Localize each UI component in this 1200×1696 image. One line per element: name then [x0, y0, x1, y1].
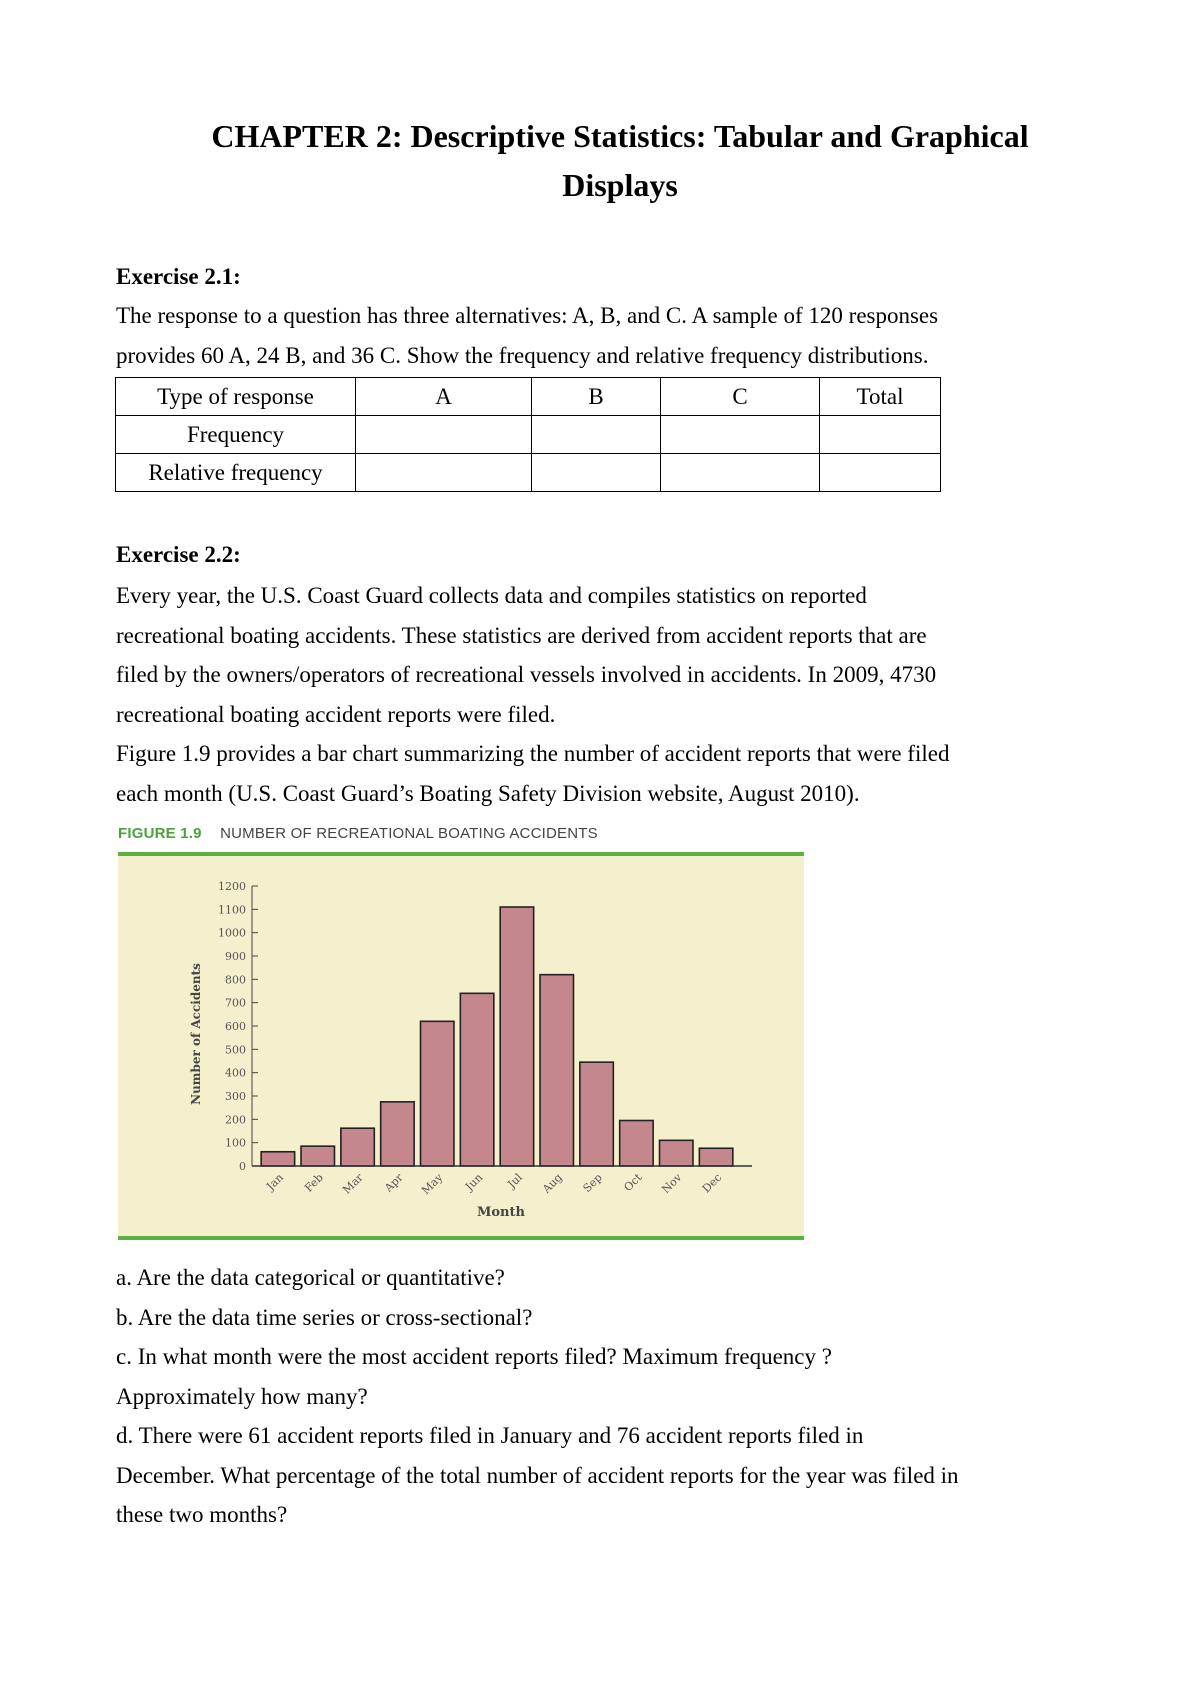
y-axis-title: Number of Accidents [189, 963, 203, 1105]
figure-title: NUMBER OF RECREATIONAL BOATING ACCIDENTS [220, 825, 598, 842]
exercise-1-line1: The response to a question has three alternatives: A, B, and C. A sample of 120 responses [116, 303, 939, 328]
table-cell[interactable] [356, 454, 532, 492]
bar-oct [620, 1121, 653, 1167]
exercise-2-line: each month (U.S. Coast Guard’s Boating Safety Division website, August 2010). [116, 780, 860, 806]
table-row-label: Relative frequency [116, 454, 356, 492]
table-header-cell: A [356, 378, 532, 416]
bar-jul [500, 907, 533, 1166]
exercise-2-line: Every year, the U.S. Coast Guard collects data and compiles statistics on reported [116, 583, 867, 608]
x-tick-label: May [419, 1170, 446, 1198]
x-tick-label: Feb [302, 1170, 326, 1195]
question-c: c. In what month were the most accident reports filed? Maximum frequency ? [116, 1344, 832, 1369]
table-cell[interactable] [661, 454, 820, 492]
y-tick-label: 800 [225, 973, 246, 987]
exercise-2-questions [116, 1258, 1106, 1535]
question-d-continued: these two months? [116, 1502, 288, 1527]
x-tick-label: Dec [699, 1170, 725, 1196]
table-header-cell: Type of response [116, 378, 356, 416]
exercise-2-text [116, 576, 1106, 813]
y-tick-label: 600 [225, 1020, 246, 1033]
bar-dec [699, 1148, 732, 1166]
bar-jan [261, 1152, 294, 1166]
table-cell[interactable] [532, 416, 661, 454]
table-cell[interactable] [356, 416, 532, 454]
x-tick-label: Aug [540, 1170, 565, 1196]
exercise-2-line: recreational boating accident reports were filed. [116, 701, 556, 727]
table-row [116, 454, 941, 492]
bar-may [421, 1021, 454, 1166]
figure-caption [118, 825, 598, 842]
table-cell[interactable] [661, 416, 820, 454]
y-tick-label: 100 [225, 1136, 246, 1150]
y-tick-label: 0 [239, 1160, 246, 1173]
y-tick-label: 900 [225, 950, 246, 963]
question-a: a. Are the data categorical or quantitative? [116, 1265, 505, 1290]
y-tick-label: 200 [225, 1113, 246, 1127]
x-tick-label: Mar [340, 1170, 366, 1197]
table-header-cell: B [532, 378, 661, 416]
y-tick-label: 400 [225, 1066, 246, 1080]
table-header-row [116, 378, 941, 416]
bar-jun [460, 993, 493, 1166]
table-row-label: Frequency [116, 416, 356, 454]
figure-number: FIGURE 1.9 [118, 825, 202, 842]
x-tick-label: Jan [264, 1170, 287, 1193]
bar-chart [118, 856, 804, 1236]
x-tick-label: Jul [505, 1170, 526, 1191]
exercise-2-line: Figure 1.9 provides a bar chart summarizing the number of accident reports that were filed [116, 741, 950, 766]
chapter-title-line1: CHAPTER 2: Descriptive Statistics: Tabular and Graphical [211, 118, 1029, 154]
x-tick-label: Oct [621, 1170, 645, 1194]
frequency-table [115, 377, 941, 492]
question-d: d. There were 61 accident reports filed in January and 76 accident reports filed in [116, 1423, 864, 1448]
y-tick-label: 1200 [218, 880, 246, 893]
y-tick-label: 1000 [218, 926, 246, 940]
table-cell[interactable] [820, 416, 941, 454]
table-header-cell: Total [820, 378, 941, 416]
table-cell[interactable] [820, 454, 941, 492]
exercise-2-heading: Exercise 2.2: [116, 542, 241, 567]
exercise-1-heading: Exercise 2.1: [116, 264, 241, 289]
bar-aug [540, 975, 573, 1166]
exercise-2-line: recreational boating accidents. These statistics are derived from accident reports that are [116, 622, 927, 648]
table-cell[interactable] [532, 454, 661, 492]
x-tick-label: Apr [382, 1170, 406, 1195]
chapter-title-line2: Displays [562, 167, 678, 203]
y-tick-label: 500 [225, 1043, 246, 1057]
x-tick-label: Jun [462, 1170, 486, 1194]
bar-nov [660, 1140, 693, 1166]
bar-apr [381, 1102, 414, 1166]
exercise-1-line2: provides 60 A, 24 B, and 36 C. Show the frequency and relative frequency distributions. [116, 342, 929, 368]
exercise-2-line: filed by the owners/operators of recreational vessels involved in accidents. In 2009, 4730 [116, 662, 937, 687]
x-axis-title: Month [477, 1205, 525, 1220]
chapter-title [150, 112, 1090, 210]
question-b: b. Are the data time series or cross-sectional? [116, 1304, 533, 1330]
y-tick-label: 300 [225, 1090, 246, 1103]
question-d-continued: December. What percentage of the total number of accident reports for the year was filed in [116, 1462, 959, 1488]
y-tick-label: 1100 [218, 903, 246, 917]
y-tick-label: 700 [225, 996, 246, 1010]
bar-mar [341, 1128, 374, 1166]
bar-feb [301, 1146, 334, 1166]
x-tick-label: Sep [580, 1170, 605, 1196]
exercise-1-text [116, 296, 1106, 375]
bar-sep [580, 1062, 613, 1166]
table-row [116, 416, 941, 454]
chart-panel [118, 852, 804, 1240]
question-c-continued: Approximately how many? [116, 1383, 368, 1409]
x-tick-label: Nov [659, 1170, 685, 1197]
table-header-cell: C [661, 378, 820, 416]
